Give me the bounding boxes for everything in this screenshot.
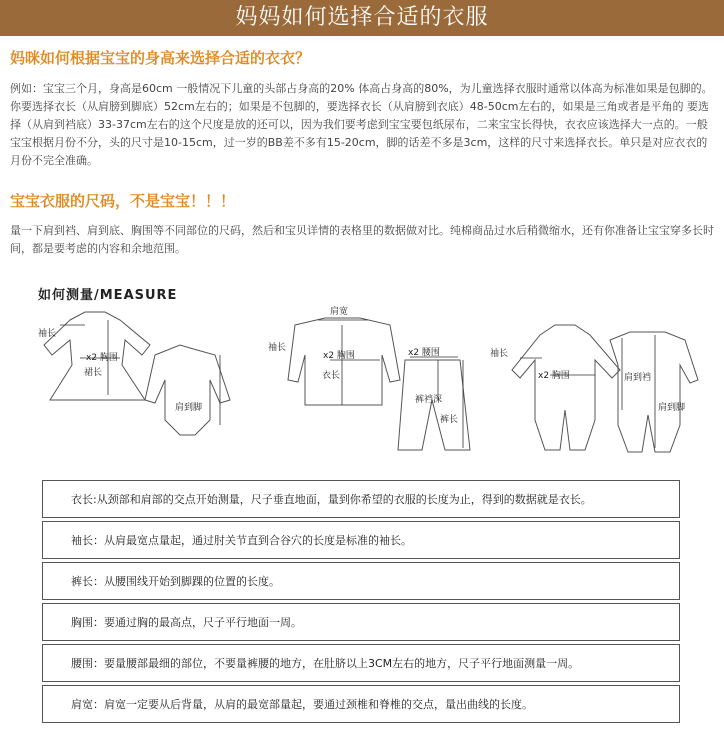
label-shoulder-foot-1: 肩到脚 <box>175 403 203 413</box>
label-length: 衣长 <box>322 371 341 381</box>
label-chest-1: x2 胸围 <box>86 353 118 363</box>
definition-text: 袖长：从肩最宽点量起，通过肘关节直到合谷穴的长度是标准的袖长。 <box>71 534 412 547</box>
label-chest-3: x2 胸围 <box>538 371 570 381</box>
label-sleeve-2: 袖长 <box>268 343 287 353</box>
definition-pants <box>42 562 680 600</box>
romper-figure <box>512 325 698 452</box>
label-shoulder-width: 肩宽 <box>330 307 349 317</box>
definition-text: 衣长:从颈部和肩部的交点开始测量，尺子垂直地面，量到你希望的衣服的长度为止，得到的数据就是衣长。 <box>71 493 592 506</box>
definition-length <box>42 480 680 518</box>
definition-waist <box>42 644 680 682</box>
suit-figure <box>288 318 470 450</box>
label-pants: 裤长 <box>440 415 459 425</box>
definition-shoulder <box>42 685 680 723</box>
definition-sleeve <box>42 521 680 559</box>
label-crotch: 裤裆深 <box>415 395 443 405</box>
label-waist: x2 腰围 <box>408 348 440 358</box>
label-shoulder-crotch: 肩到裆 <box>624 373 652 383</box>
section1-paragraph: 例如：宝宝三个月，身高是60cm 一般情况下儿童的头部占身高的20% 体高占身高的80%，为儿童选择衣服时通常以体高为标准如果是包脚的。你要选择衣长（从肩膀到脚底）52cm左右的；如果是不包脚的，要选择衣长（从肩膀到衣底）48-50cm左右的，如果是三角或者是平角的 要选择（从肩到裆底）33-37cm左右的这个尺度是放的还可以，因为我们要考虑到宝宝要包纸尿布，二来宝宝长得快，衣衣应该选择大一点的。一般宝宝根据月份不分，头的尺寸是10-15cm，过一岁的BB差不多有15-20cm，脚的话差不多是3cm，这样的尺寸来选择衣长。单只是对应衣衣的月份不完全准确。 <box>10 82 713 167</box>
label-sleeve-3: 袖长 <box>490 349 509 359</box>
label-sleeve-1: 袖长 <box>38 329 57 339</box>
measurement-diagram <box>30 300 710 465</box>
definition-chest <box>42 603 680 641</box>
definition-text: 裤长：从腰围线开始到脚踝的位置的长度。 <box>71 575 280 588</box>
section2-paragraph: 量一下肩到裆、肩到底、胸围等不同部位的尺码，然后和宝贝详情的表格里的数据做对比。纯棉商品过水后稍微缩水，还有你准备让宝宝穿多长时间，都是要考虑的内容和余地范围。 <box>10 224 714 255</box>
dress-figure <box>44 312 230 435</box>
definition-text: 腰围：要量腰部最细的部位，不要量裤腰的地方，在肚脐以上3CM左右的地方，尺子平行地面测量一周。 <box>71 657 580 670</box>
measure-title: 如何测量/MEASURE <box>38 288 178 303</box>
romper-measure-lines <box>520 335 655 448</box>
section2-heading: 宝宝衣服的尺码，不是宝宝！！！ <box>10 192 236 210</box>
page-banner: 妈妈如何选择合适的衣服 <box>0 0 724 36</box>
label-skirt: 裙长 <box>84 368 103 378</box>
suit-measure-lines <box>318 320 463 448</box>
definition-text: 肩宽：肩宽一定要从后背量，从肩的最宽部量起，要通过颈椎和脊椎的交点，量出曲线的长度。 <box>71 698 533 711</box>
definition-text: 胸围：要通过胸的最高点，尺子平行地面一周。 <box>71 616 302 629</box>
label-shoulder-foot-3: 肩到脚 <box>658 403 686 413</box>
section1-heading: 妈咪如何根据宝宝的身高来选择合适的衣衣？ <box>10 49 311 67</box>
label-chest-2: x2 胸围 <box>323 351 355 361</box>
